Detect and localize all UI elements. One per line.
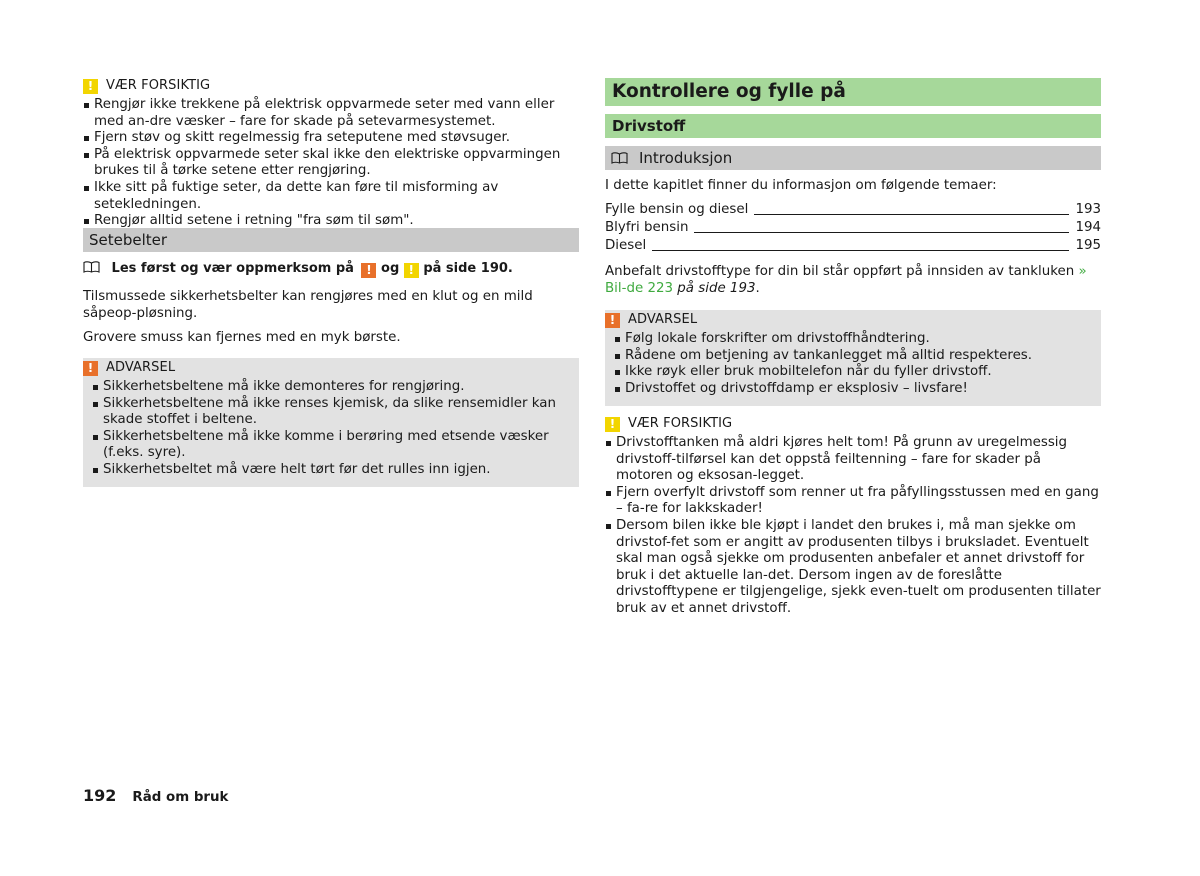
- warning-icon: !: [605, 313, 620, 328]
- paragraph: Grovere smuss kan fjernes med en myk børste.: [83, 330, 401, 345]
- warning-label: ADVARSEL: [106, 359, 176, 375]
- list-item: Følg lokale forskrifter om drivstoffhåndtering.: [614, 331, 1101, 348]
- warning-block: [605, 310, 1101, 406]
- toc-page: 195: [1075, 238, 1101, 254]
- caution-list: [83, 97, 579, 230]
- page-number: 192: [83, 786, 117, 805]
- toc-title: Diesel: [605, 238, 647, 254]
- toc-page: 194: [1075, 220, 1101, 236]
- caution-icon: !: [605, 417, 620, 432]
- book-icon: [83, 261, 100, 273]
- warning-label: ADVARSEL: [628, 311, 698, 327]
- caution-block: [605, 416, 1101, 618]
- caution-header: [605, 416, 1101, 432]
- recommend-text: Anbefalt drivstofftype for din bil står oppført på innsiden av tankluken: [605, 264, 1075, 279]
- list-item: Rengjør alltid setene i retning "fra søm til søm".: [83, 213, 579, 230]
- footer-section: Råd om bruk: [132, 790, 229, 805]
- list-item: Fjern støv og skitt regelmessig fra seteputene med støvsuger.: [83, 130, 579, 147]
- toc-page: 193: [1075, 202, 1101, 218]
- toc-leader: [694, 232, 1069, 233]
- section-title-drivstoff: Drivstoff: [605, 114, 1101, 138]
- read-first-text: Les først og vær oppmerksom på: [111, 261, 354, 276]
- intro-header: [605, 146, 1101, 170]
- toc-leader: [754, 214, 1069, 215]
- chapter-title: Kontrollere og fylle på: [605, 78, 1101, 106]
- list-item: Sikkerhetsbeltet må være helt tørt før det rulles inn igjen.: [92, 462, 579, 479]
- recommend-paragraph: [605, 264, 1101, 297]
- figure-link[interactable]: » Bil-de 223: [605, 264, 1087, 296]
- toc-entry[interactable]: [605, 219, 1101, 237]
- list-item: På elektrisk oppvarmede seter skal ikke den elektriske oppvarmingen brukes til å tørke setene etter rengjøring.: [83, 147, 579, 180]
- list-item: Ikke røyk eller bruk mobiltelefon når du fyller drivstoff.: [614, 364, 1101, 381]
- paragraph: Tilsmussede sikkerhetsbelter kan rengjøres med en klut og en mild såpeop-pløsning.: [83, 289, 533, 321]
- toc-leader: [652, 250, 1069, 251]
- toc-entry[interactable]: [605, 237, 1101, 255]
- toc-title: Blyfri bensin: [605, 220, 689, 236]
- read-first-and: og: [381, 261, 400, 276]
- intro-title: Introduksjon: [639, 148, 733, 167]
- list-item: Sikkerhetsbeltene må ikke demonteres for rengjøring.: [92, 379, 579, 396]
- toc-title: Fylle bensin og diesel: [605, 202, 749, 218]
- list-item: Rådene om betjening av tankanlegget må alltid respekteres.: [614, 348, 1101, 365]
- caution-block: [83, 78, 579, 230]
- list-item: Sikkerhetsbeltene må ikke komme i berøring med etsende væsker (f.eks. syre).: [92, 429, 579, 462]
- list-item: Fjern overfylt drivstoff som renner ut fra påfyllingsstussen med en gang – fa-re for lakkskader!: [605, 485, 1101, 518]
- page-reference: på side 193: [677, 280, 756, 296]
- list-item: Drivstofftanken må aldri kjøres helt tom! På grunn av uregelmessig drivstoff-tilførsel kan det oppstå feiltenning – fare for skader på motoren og eksosan-legget.: [605, 435, 1101, 485]
- warning-header: [605, 312, 1101, 328]
- caution-icon: !: [83, 79, 98, 94]
- warning-header: [83, 360, 579, 376]
- caution-label: VÆR FORSIKTIG: [628, 415, 733, 431]
- caution-icon: !: [404, 263, 419, 278]
- caution-label: VÆR FORSIKTIG: [106, 77, 211, 93]
- caution-header: [83, 78, 579, 94]
- intro-text: I dette kapitlet finner du informasjon om følgende temaer:: [605, 178, 997, 193]
- warning-block: [83, 358, 579, 487]
- warning-list: [83, 379, 579, 479]
- list-item: Sikkerhetsbeltene må ikke renses kjemisk, da slike rensemidler kan skade stoffet i beltene.: [92, 396, 579, 429]
- read-first-page: på side 190.: [423, 261, 513, 276]
- recommend-end: .: [755, 280, 760, 296]
- list-item: Rengjør ikke trekkene på elektrisk oppvarmede seter med vann eller med an-dre væsker – fare for skade på setevarmesystemet.: [83, 97, 579, 130]
- caution-list: [605, 435, 1101, 618]
- read-first-note: [83, 261, 579, 278]
- toc-entry[interactable]: [605, 201, 1101, 219]
- toc-list: [605, 201, 1101, 255]
- list-item: Drivstoffet og drivstoffdamp er eksplosiv – livsfare!: [614, 381, 1101, 398]
- warning-icon: !: [361, 263, 376, 278]
- page-footer: [83, 788, 228, 807]
- warning-list: [605, 331, 1101, 397]
- section-title-setebelter: Setebelter: [83, 228, 579, 252]
- list-item: Dersom bilen ikke ble kjøpt i landet den brukes i, må man sjekke om drivstof-fet som er angitt av produsenten tilbys i bruksladet. Eventuelt skal man også sjekke om produsenten anbefaler et annet drivstoff for bruk i det aktuelle lan-det. Dersom ingen av de foreslåtte drivstofftypene er tilgjengelige, sjekk even-tuelt om produsenten tillater bruk av et annet drivstoff.: [605, 518, 1101, 618]
- warning-icon: !: [83, 361, 98, 376]
- book-icon: [611, 152, 628, 164]
- list-item: Ikke sitt på fuktige seter, da dette kan føre til misforming av setekledningen.: [83, 180, 579, 213]
